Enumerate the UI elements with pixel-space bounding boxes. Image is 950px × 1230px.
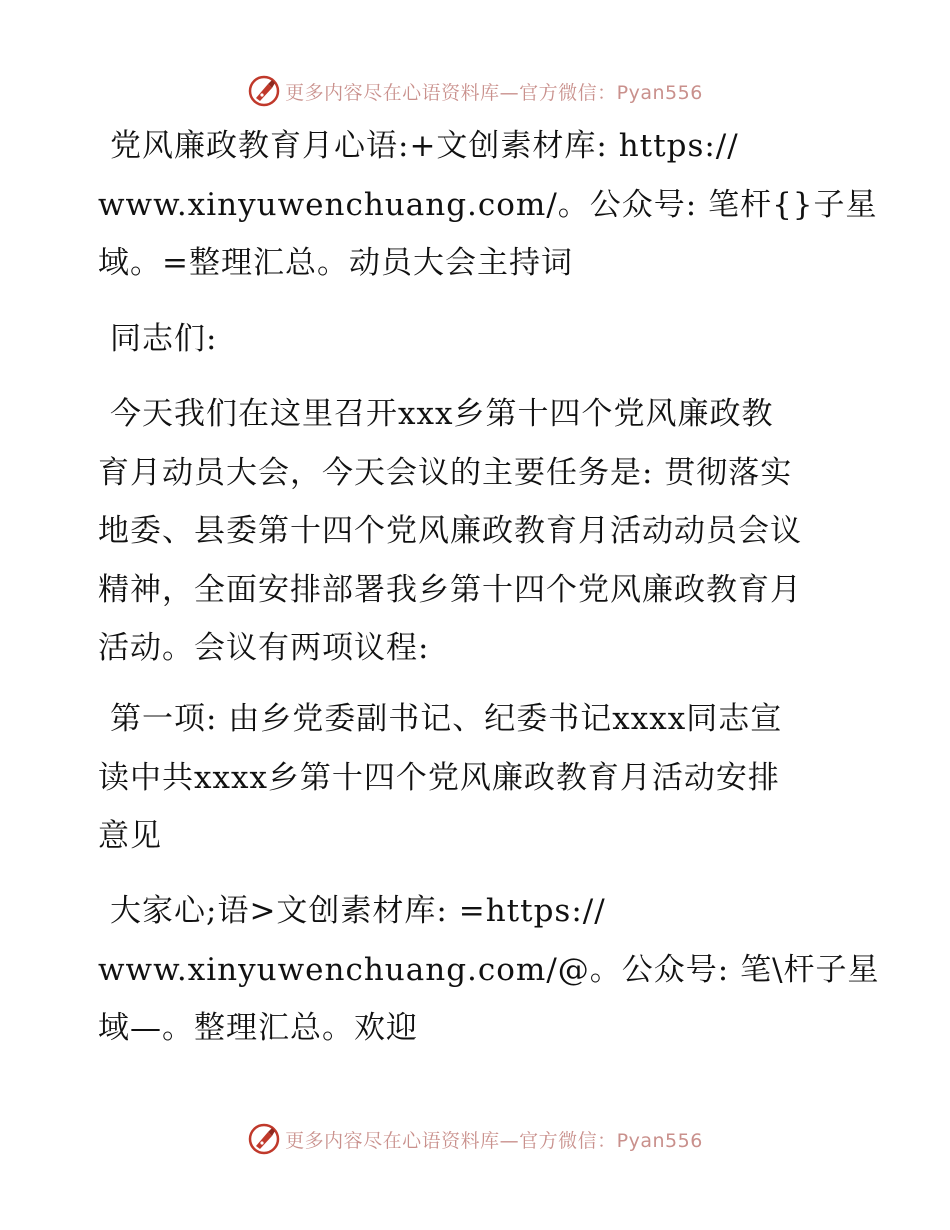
header-banner-text: 更多内容尽在心语资料库—官方微信：Pyan556 — [285, 81, 703, 104]
header-banner — [0, 73, 950, 109]
footer-banner-text: 更多内容尽在心语资料库—官方微信：Pyan556 — [285, 1129, 703, 1152]
text-line: 第一项: 由乡党委副书记、纪委书记xxxx同志宣 — [110, 701, 783, 737]
text-line: 域。=整理汇总。动员大会主持词 — [98, 245, 573, 281]
text-line: 意见 — [98, 818, 162, 854]
footer-banner — [0, 1121, 950, 1157]
paragraph-agenda-item-1 — [98, 690, 868, 866]
text-line: 同志们: — [110, 321, 218, 357]
pen-nib-logo-icon — [247, 74, 281, 108]
text-line: 读中共xxxx乡第十四个党风廉政教育月活动安排 — [98, 759, 780, 796]
text-line: 活动。会议有两项议程: — [98, 630, 430, 666]
text-line: 育月动员大会，今天会议的主要任务是: 贯彻落实 — [98, 454, 793, 491]
text-line: www.xinyuwenchuang.com/。公众号: 笔杆{}子星 — [98, 186, 878, 223]
pen-nib-logo-icon — [247, 1122, 281, 1156]
paragraph-intro — [98, 117, 878, 293]
header-banner-inner — [247, 74, 703, 108]
paragraph-salutation — [98, 310, 868, 369]
text-line: www.xinyuwenchuang.com/@。公众号: 笔\杆子星 — [98, 951, 880, 988]
text-line: 党风廉政教育月心语:+文创素材库: https:// — [110, 128, 739, 164]
text-line: 域—。整理汇总。欢迎 — [98, 1010, 418, 1046]
text-line: 精神，全面安排部署我乡第十四个党风廉政教育月 — [98, 571, 802, 608]
text-line: 大家心;语>文创素材库: =https:// — [110, 893, 606, 929]
text-line: 地委、县委第十四个党风廉政教育月活动动员会议 — [98, 513, 802, 549]
paragraph-watermark-note — [98, 882, 880, 1058]
paragraph-opening — [98, 385, 868, 678]
text-line: 今天我们在这里召开xxx乡第十四个党风廉政教 — [110, 396, 774, 432]
footer-banner-inner — [247, 1122, 703, 1156]
